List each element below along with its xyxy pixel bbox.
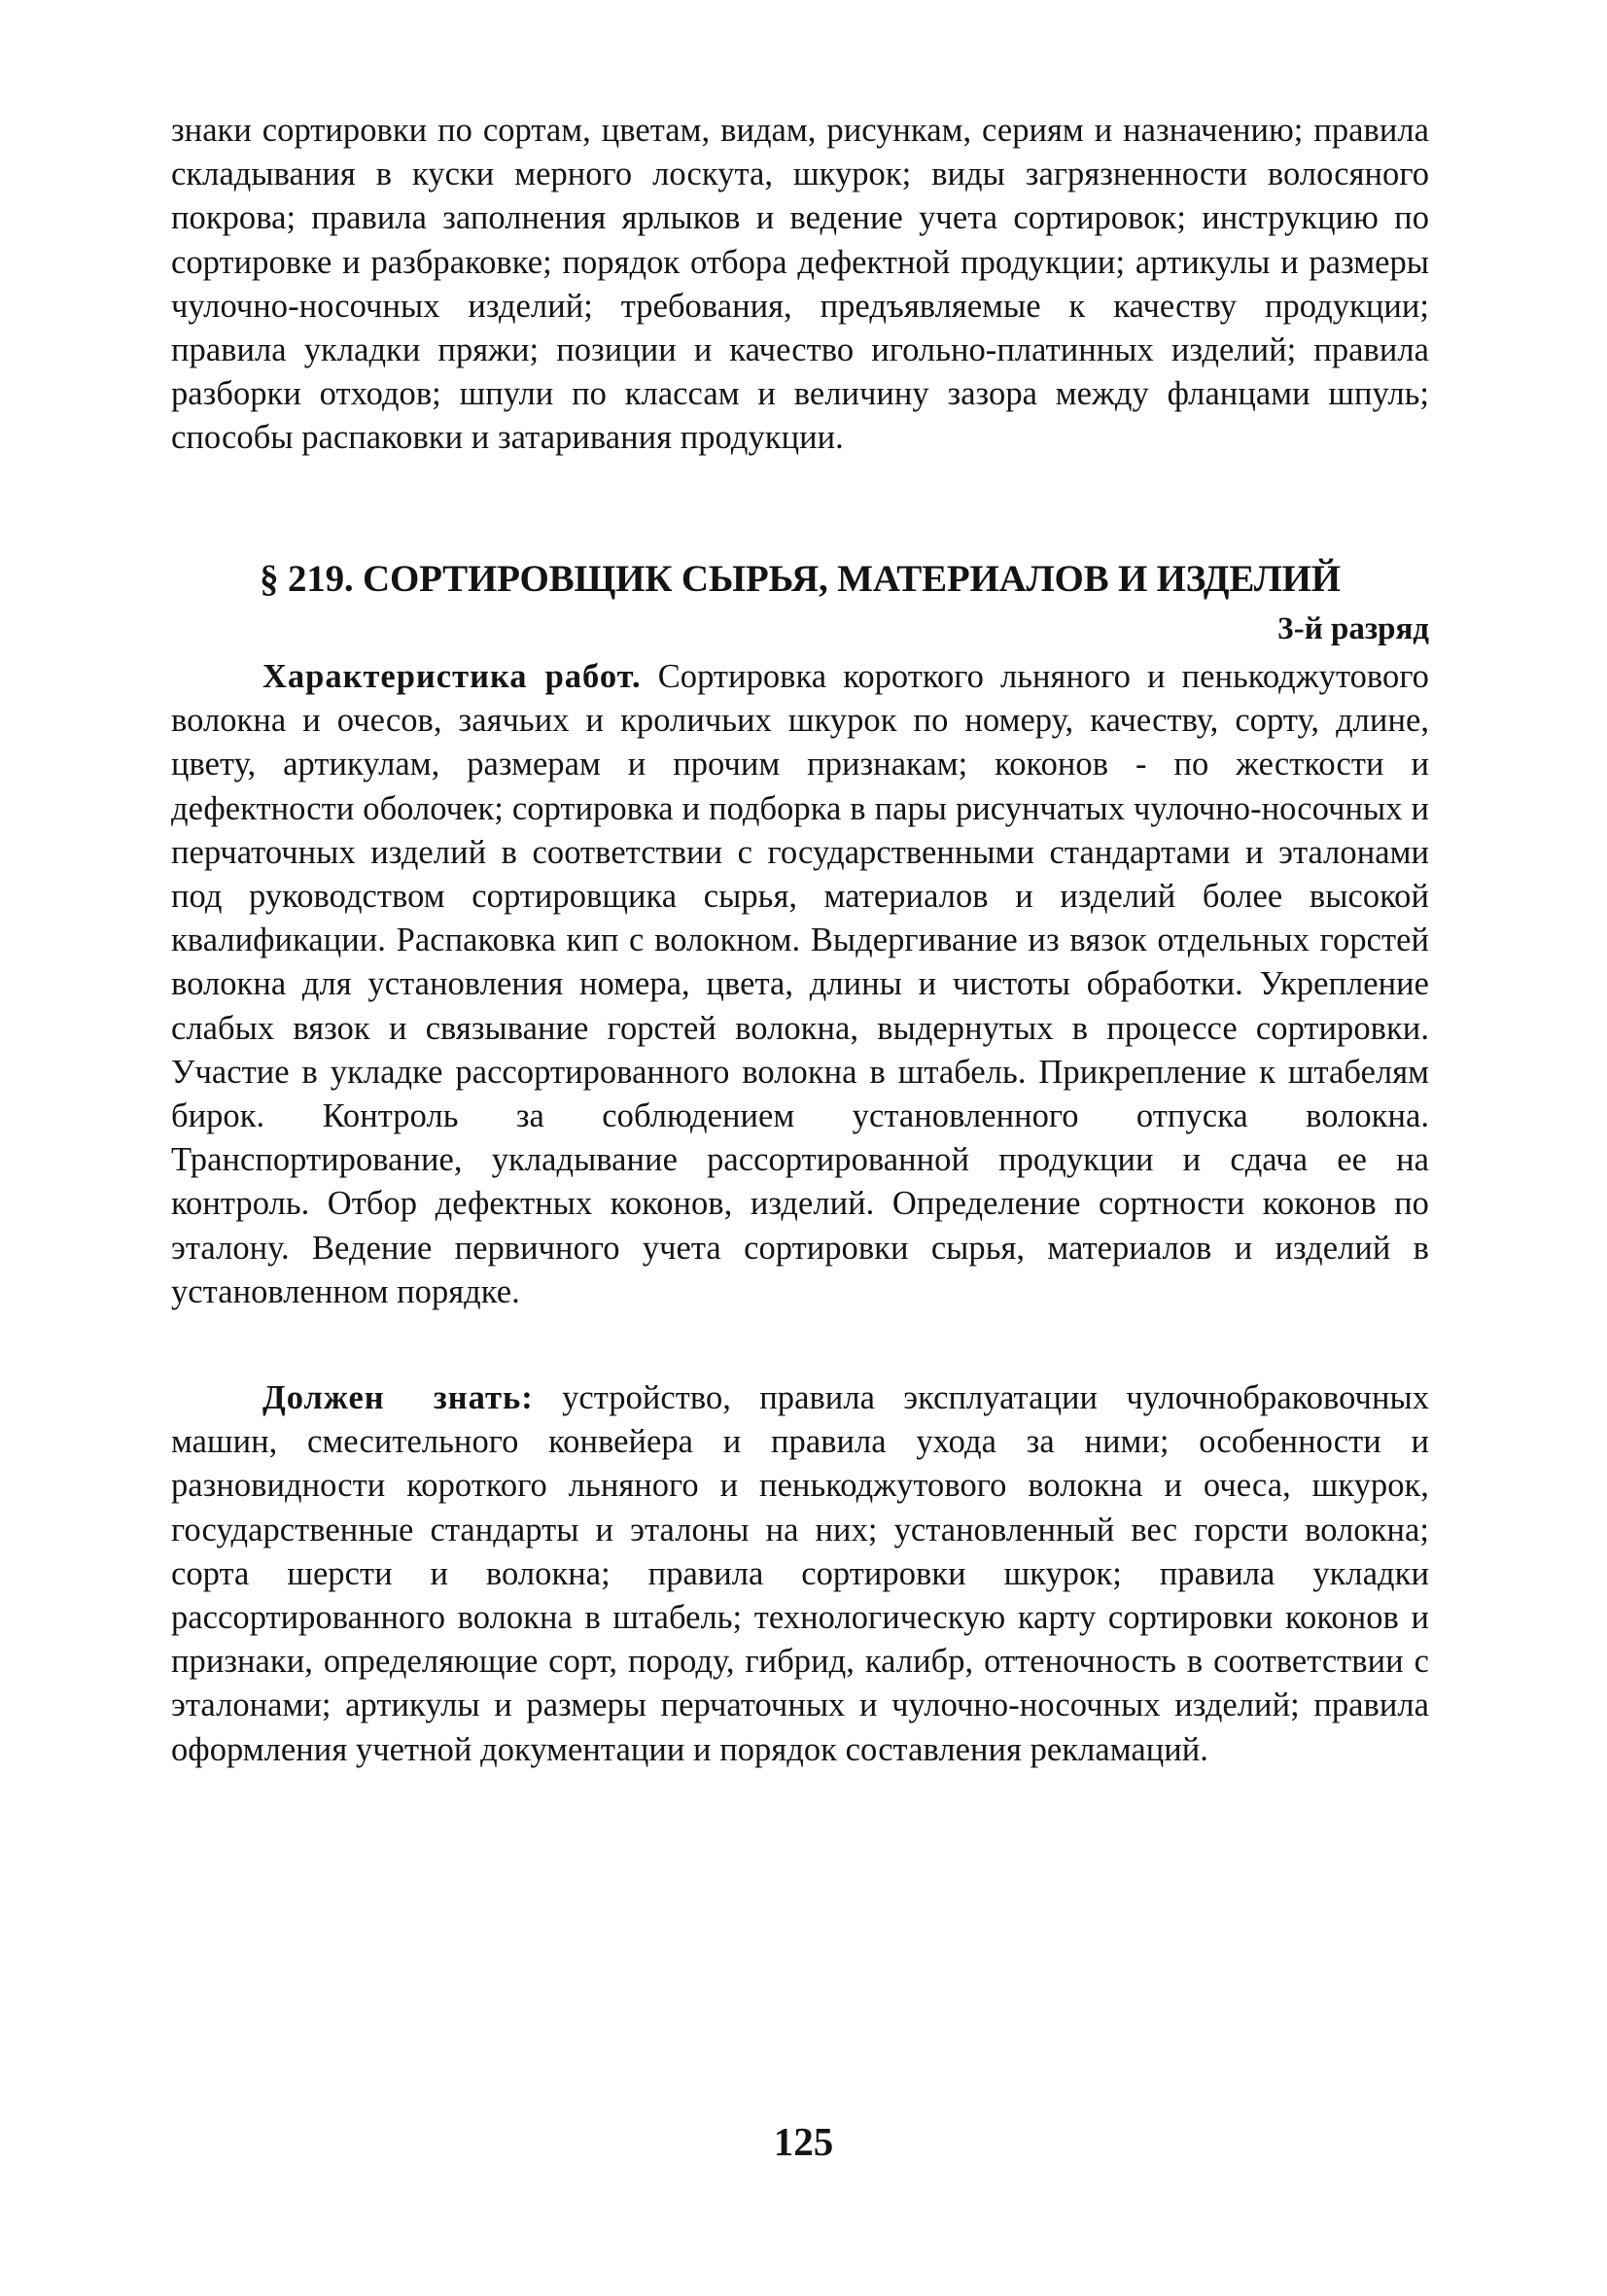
section-heading: § 219. СОРТИРОВЩИК СЫРЬЯ, МАТЕРИАЛОВ И ИЗДЕЛИЙ: [260, 558, 1341, 600]
characteristics-label: Характеристика работ.: [262, 658, 642, 695]
characteristics-text: Сортировка короткого льняного и пенькоджутового волокна и очесов, заячьих и кроличьих шкурок по номеру, качеству, сорту, длине, цвету, артикулам, размерам и прочим признакам; коконов - по жесткости и дефектности оболочек; сортировка и подборка в пары рисунчатых чулочно-носочных и перчаточных изделий в соответствии с государственными стандартами и эталонами под руководством сортировщика сырья, материалов и изделий более высокой квалификации. Распаковка кип с волокном. Выдергивание из вязок отдельных горстей волокна для установления номера, цвета, длины и чистоты обработки. Укрепление слабых вязок и связывание горстей волокна, выдернутых в процессе сортировки. Участие в укладке рассортированного волокна в штабель. Прикрепление к штабелям бирок. Контроль за соблюдением установленного отпуска волокна. Транспортирование, укладывание рассортированной продукции и сдача ее на контроль. Отбор дефектных коконов, изделий. Определение сортности коконов по эталону. Ведение первичного учета сортировки сырья, материалов и изделий в установленном порядке.: [171, 658, 1429, 1310]
must-know-paragraph: [171, 1376, 1429, 1772]
grade-label: 3-й разряд: [1277, 611, 1429, 646]
must-know-paragraph-body: [171, 1376, 1429, 1772]
characteristics-paragraph-body: [171, 655, 1429, 1314]
must-know-label: Должен знать:: [262, 1379, 534, 1416]
intro-paragraph-text: знаки сортировки по сортам, цветам, видам, рисункам, сериям и назначению; правила складывания в куски мерного лоскута, шкурок; виды загрязненности волосяного покрова; правила заполнения ярлыков и ведение учета сортировок; инструкцию по сортировке и разбраковке; порядок отбора дефектной продукции; артикулы и размеры чулочно-носочных изделий; требования, предъявляемые к качеству продукции; правила укладки пряжи; позиции и качество игольно-платинных изделий; правила разборки отходов; шпули по классам и величину зазора между фланцами шпуль; способы распаковки и затаривания продукции.: [171, 112, 1429, 457]
characteristics-paragraph: [171, 655, 1429, 1314]
page-number: 125: [773, 2119, 834, 2164]
intro-paragraph: [171, 109, 1429, 461]
must-know-text: устройство, правила эксплуатации чулочнобраковочных машин, смесительного конвейера и правила ухода за ними; особенности и разновидности короткого льняного и пенькоджутового волокна и очеса, шкурок, государственные стандарты и эталоны на них; установленный вес горсти волокна; сорта шерсти и волокна; правила сортировки шкурок; правила укладки рассортированного волокна в штабель; технологическую карту сортировки коконов и признаки, определяющие сорт, породу, гибрид, калибр, оттеночность в соответствии с эталонами; артикулы и размеры перчаточных и чулочно-носочных изделий; правила оформления учетной документации и порядок составления рекламаций.: [171, 1379, 1429, 1768]
